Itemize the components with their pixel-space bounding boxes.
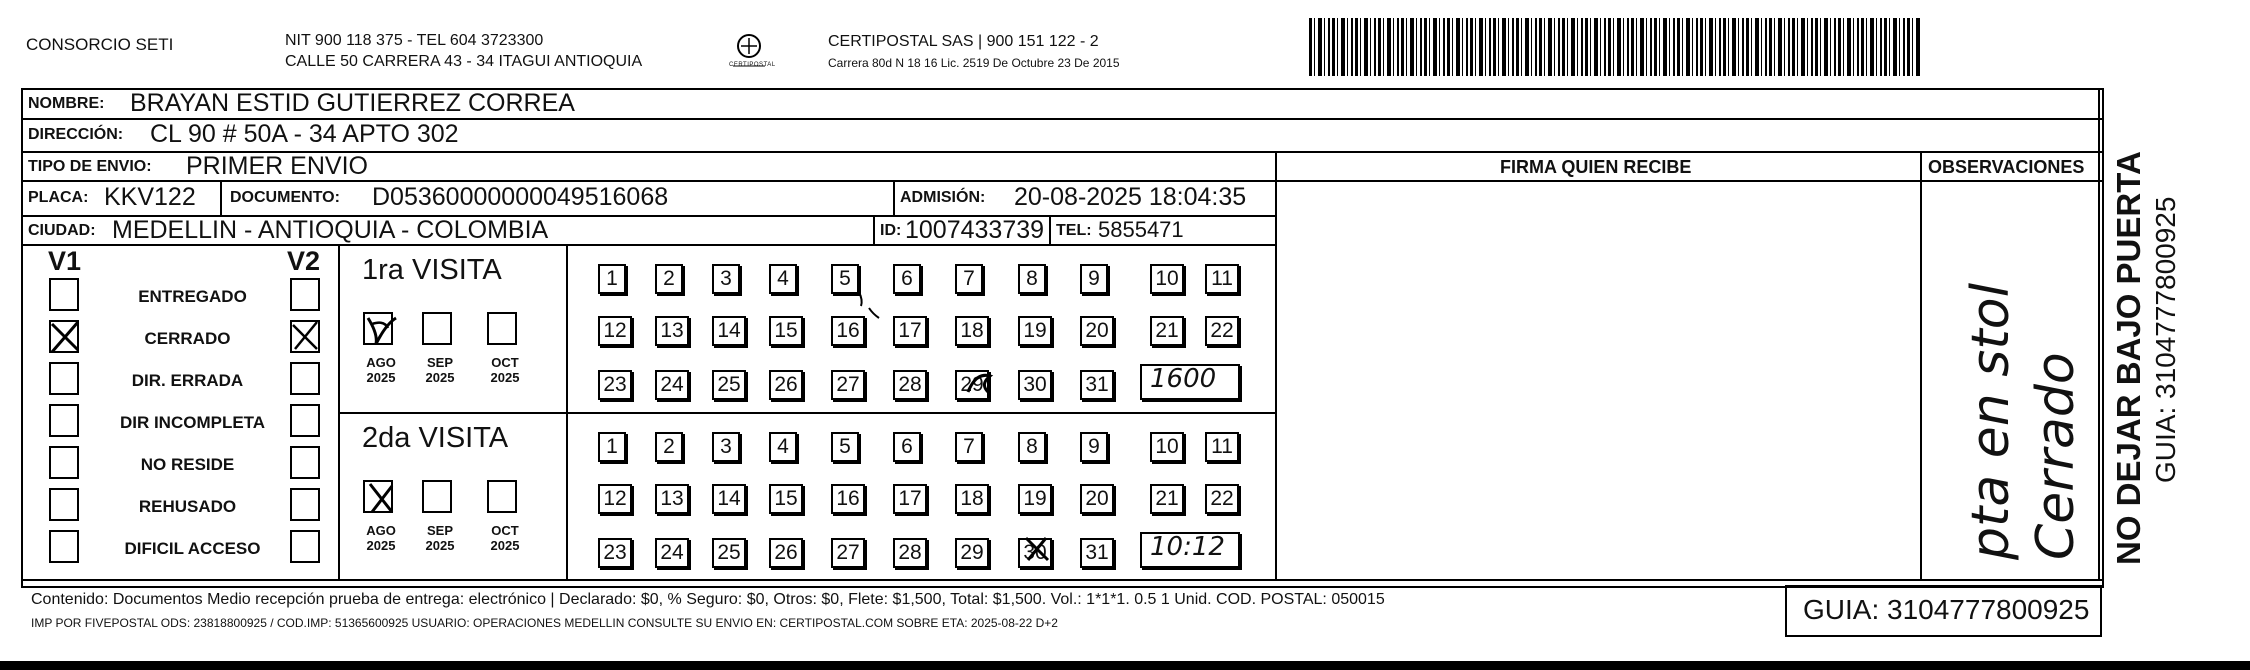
visit-1-day-22[interactable]: 22 [1205, 316, 1239, 346]
stray-pen-mark [855, 288, 885, 322]
observation-line-1: pta en stol [1961, 282, 2021, 560]
documento-label: DOCUMENTO: [230, 189, 340, 206]
visit-2-day-4[interactable]: 4 [769, 432, 797, 462]
visit-1-day-21[interactable]: 21 [1150, 316, 1184, 346]
ciudad-value: MEDELLIN - ANTIOQUIA - COLOMBIA [112, 216, 549, 244]
v1-header: V1 [48, 246, 82, 276]
visit-2-month-ago-label: AGO 2025 [366, 523, 396, 553]
v1-dir-errada-checkbox[interactable] [49, 362, 79, 395]
v2-cerrado-x-mark [287, 317, 325, 355]
visit-2-day-5[interactable]: 5 [831, 432, 859, 462]
tipo-label: TIPO DE ENVIO: [28, 158, 152, 175]
visit-2-day-26[interactable]: 26 [769, 538, 803, 568]
visit-1-day-4[interactable]: 4 [769, 264, 797, 294]
visit-1-day-23[interactable]: 23 [598, 370, 632, 400]
nombre-label: NOMBRE: [28, 95, 105, 112]
visit-1-day-20[interactable]: 20 [1080, 316, 1114, 346]
visit-1-day-14[interactable]: 14 [712, 316, 746, 346]
direccion-value: CL 90 # 50A - 34 APTO 302 [150, 120, 459, 148]
visit-2-day-23[interactable]: 23 [598, 538, 632, 568]
visit-1-month-sep-label: SEP 2025 [425, 355, 455, 385]
barcode [1309, 18, 1921, 76]
footer-guia: GUIA: 3104777800925 [1803, 594, 2090, 625]
visit-2-month-oct-label: OCT 2025 [490, 523, 520, 553]
visit-1-day-17[interactable]: 17 [893, 316, 927, 346]
visit-2-day-22[interactable]: 22 [1205, 484, 1239, 514]
visit-2-day-31[interactable]: 31 [1080, 538, 1114, 568]
visit-1-day-10[interactable]: 10 [1150, 264, 1184, 294]
placa-label: PLACA: [28, 189, 89, 206]
visit-1-day-mark [962, 366, 998, 400]
visit-2-day-30[interactable]: 30 [1018, 538, 1052, 568]
license-line: Carrera 80d N 18 16 Lic. 2519 De Octubre 23 De 2015 [828, 56, 1120, 70]
ciudad-label: CIUDAD: [28, 222, 96, 239]
visit-2-day-28[interactable]: 28 [893, 538, 927, 568]
visit-2-day-9[interactable]: 9 [1080, 432, 1108, 462]
visit-1-day-7[interactable]: 7 [955, 264, 983, 294]
visit-2-day-25[interactable]: 25 [712, 538, 746, 568]
option-dir-errada: DIR. ERRADA [131, 371, 244, 390]
visit-1-month-oct-checkbox[interactable] [487, 312, 517, 345]
visit-1-day-5[interactable]: 5 [831, 264, 859, 294]
visit-2-day-14[interactable]: 14 [712, 484, 746, 514]
v1-cerrado-x-mark [46, 318, 84, 356]
visit-1-time: 1600 [1150, 364, 1217, 394]
visit-1-day-28[interactable]: 28 [893, 370, 927, 400]
nombre-value: BRAYAN ESTID GUTIERREZ CORREA [130, 89, 575, 117]
option-dir-incompleta: DIR INCOMPLETA [119, 413, 266, 432]
logo-text: CERTIPOSTAL [729, 62, 776, 68]
option-dificil-acceso: DIFICIL ACCESO [124, 539, 261, 558]
v2-no-reside-checkbox[interactable] [290, 446, 320, 479]
visit-2-day-24[interactable]: 24 [655, 538, 689, 568]
v2-rehusado-checkbox[interactable] [290, 488, 320, 521]
visit-2-day-6[interactable]: 6 [893, 432, 921, 462]
visit-1-day-19[interactable]: 19 [1018, 316, 1052, 346]
visit-2-month-oct-checkbox[interactable] [487, 480, 517, 513]
option-entregado: ENTREGADO [138, 287, 247, 306]
firma-header: FIRMA QUIEN RECIBE [1500, 157, 1692, 177]
visit-1-day-13[interactable]: 13 [655, 316, 689, 346]
visit-1-month-ago-label: AGO 2025 [366, 355, 396, 385]
visit-1-month-check-mark [362, 310, 402, 350]
certipostal-logo [727, 32, 776, 74]
v2-entregado-checkbox[interactable] [290, 278, 320, 311]
v1-dir-incompleta-checkbox[interactable] [49, 404, 79, 437]
visit-2-day-8[interactable]: 8 [1018, 432, 1046, 462]
visit-2-day-12[interactable]: 12 [598, 484, 632, 514]
v1-rehusado-checkbox[interactable] [49, 488, 79, 521]
visit-1-day-15[interactable]: 15 [769, 316, 803, 346]
visit-1-day-1[interactable]: 1 [598, 264, 626, 294]
visit-1-day-26[interactable]: 26 [769, 370, 803, 400]
visit-2-day-18[interactable]: 18 [955, 484, 989, 514]
visit-1-day-24[interactable]: 24 [655, 370, 689, 400]
visit-1-day-6[interactable]: 6 [893, 264, 921, 294]
contenido-line: Contenido: Documentos Medio recepción prueba de entrega: electrónico | Declarado: $0, % Seguro: $0, Otros: $0, Flete: $1,500, Total: $1,500. Vol.: 1*1*1. 0.5 1 Unid. COD. POSTAL: 050015 [31, 591, 1385, 608]
tipo-value: PRIMER ENVIO [186, 152, 368, 180]
visit-2-title: 2da VISITA [362, 422, 509, 454]
visit-2-day-11[interactable]: 11 [1205, 432, 1239, 462]
visit-2-day-16[interactable]: 16 [831, 484, 865, 514]
company-name: CONSORCIO SETI [26, 35, 174, 54]
tel-label: TEL: [1056, 222, 1092, 239]
visit-2-month-sep-label: SEP 2025 [425, 523, 455, 553]
v1-entregado-checkbox[interactable] [49, 278, 79, 311]
visit-1-day-31[interactable]: 31 [1080, 370, 1114, 400]
visit-2-day-1[interactable]: 1 [598, 432, 626, 462]
visit-2-day-17[interactable]: 17 [893, 484, 927, 514]
visit-1-day-16[interactable]: 16 [831, 316, 865, 346]
visit-1-day-18[interactable]: 18 [955, 316, 989, 346]
documento-value: D05360000000049516068 [372, 183, 669, 211]
certipostal-line: CERTIPOSTAL SAS | 900 151 122 - 2 [828, 33, 1099, 50]
visit-2-month-sep-checkbox[interactable] [422, 480, 452, 513]
tel-value: 5855471 [1098, 217, 1184, 242]
side-guia: GUIA: 3104777800925 [2150, 196, 2181, 483]
observation-line-2: Cerrado [2026, 352, 2086, 560]
visit-2-month-check-mark [362, 478, 402, 518]
visit-1-day-2[interactable]: 2 [655, 264, 683, 294]
visit-1-day-29[interactable]: 29 [955, 370, 989, 400]
visit-2-day-13[interactable]: 13 [655, 484, 689, 514]
visit-1-day-30[interactable]: 30 [1018, 370, 1052, 400]
visit-2-day-mark [1020, 532, 1056, 566]
direccion-label: DIRECCIÓN: [28, 126, 124, 143]
placa-value: KKV122 [104, 183, 196, 211]
v2-header: V2 [287, 246, 321, 276]
visit-2-time: 10:12 [1150, 532, 1225, 562]
id-label: ID: [880, 222, 902, 239]
visit-2-day-27[interactable]: 27 [831, 538, 865, 568]
address-line: CALLE 50 CARRERA 43 - 34 ITAGUI ANTIOQUIA [285, 53, 643, 70]
visit-2-day-7[interactable]: 7 [955, 432, 983, 462]
option-rehusado: REHUSADO [138, 497, 237, 516]
visit-1-title: 1ra VISITA [362, 254, 502, 286]
admision-value: 20-08-2025 18:04:35 [1014, 183, 1247, 211]
option-cerrado: CERRADO [144, 329, 231, 348]
observaciones-header: OBSERVACIONES [1928, 157, 2085, 177]
id-value: 1007433739 [905, 216, 1045, 244]
visit-1-day-8[interactable]: 8 [1018, 264, 1046, 294]
imp-line: IMP POR FIVEPOSTAL ODS: 23818800925 / COD.IMP: 51365600925 USUARIO: OPERACIONES MEDELLIN CONSULTE SU ENVIO EN: CERTIPOSTAL.COM SOBRE ETA: 2025-08-22 D+2 [31, 616, 1058, 630]
visit-2-day-20[interactable]: 20 [1080, 484, 1114, 514]
visit-2-day-21[interactable]: 21 [1150, 484, 1184, 514]
admision-label: ADMISIÓN: [900, 189, 986, 206]
visit-2-day-15[interactable]: 15 [769, 484, 803, 514]
visit-2-day-19[interactable]: 19 [1018, 484, 1052, 514]
bottom-rule [0, 661, 2250, 670]
v2-dificil-acceso-checkbox[interactable] [290, 530, 320, 563]
visit-2-day-2[interactable]: 2 [655, 432, 683, 462]
visit-1-day-27[interactable]: 27 [831, 370, 865, 400]
option-no-reside: NO RESIDE [140, 455, 235, 474]
v2-dir-incompleta-checkbox[interactable] [290, 404, 320, 437]
visit-1-day-9[interactable]: 9 [1080, 264, 1108, 294]
visit-1-day-3[interactable]: 3 [712, 264, 740, 294]
visit-1-month-sep-checkbox[interactable] [422, 312, 452, 345]
v2-dir-errada-checkbox[interactable] [290, 362, 320, 395]
visit-2-day-3[interactable]: 3 [712, 432, 740, 462]
visit-1-day-12[interactable]: 12 [598, 316, 632, 346]
nit-line: NIT 900 118 375 - TEL 604 3723300 [285, 32, 544, 49]
visit-1-day-25[interactable]: 25 [712, 370, 746, 400]
v1-dificil-acceso-checkbox[interactable] [49, 530, 79, 563]
visit-1-month-oct-label: OCT 2025 [490, 355, 520, 385]
visit-1-day-11[interactable]: 11 [1205, 264, 1239, 294]
visit-2-day-29[interactable]: 29 [955, 538, 989, 568]
side-warning: NO DEJAR BAJO PUERTA [2110, 151, 2147, 565]
visit-2-day-10[interactable]: 10 [1150, 432, 1184, 462]
v1-no-reside-checkbox[interactable] [49, 446, 79, 479]
